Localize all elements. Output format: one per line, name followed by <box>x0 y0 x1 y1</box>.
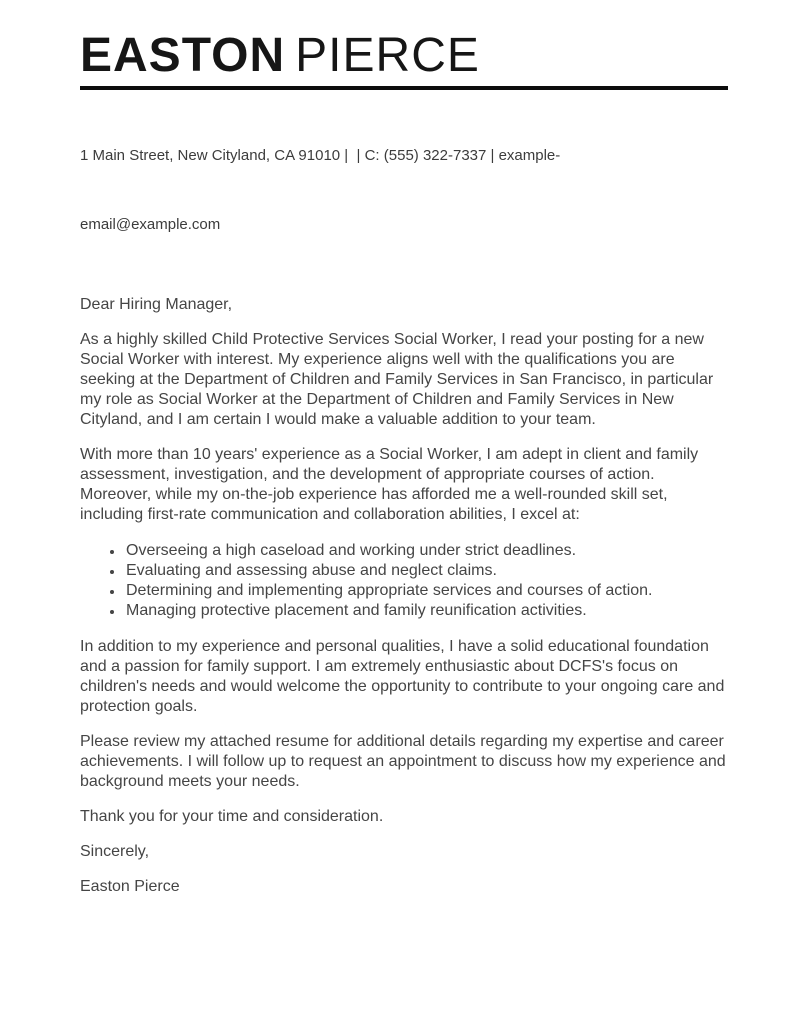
paragraph-education: In addition to my experience and personal qualities, I have a solid educational foundation and a passion for family support. I am extremely enthusiastic about DCFS's focus on children's needs and would welcome the opportunity to contribute to your ongoing care and protection goals. <box>80 638 725 715</box>
contact-line-2: email@example.com <box>80 216 221 233</box>
candidate-last-name: PIERCE <box>295 29 480 82</box>
skill-bullet-item: • Overseeing a high caseload and working under strict deadlines. <box>124 541 728 561</box>
candidate-name <box>80 30 728 82</box>
header-divider-rule <box>80 86 728 90</box>
contact-line-1: 1 Main Street, New Cityland, CA 91010 | | C: (555) 322-7337 | example- <box>80 147 561 164</box>
letter-header <box>80 30 728 282</box>
salutation: Dear Hiring Manager, <box>80 296 233 313</box>
skill-bullet-item: • Determining and implementing appropriate services and courses of action. <box>124 581 728 601</box>
skill-bullet-item: • Evaluating and assessing abuse and neglect claims. <box>124 561 728 581</box>
thanks-line: Thank you for your time and consideration. <box>80 808 384 825</box>
candidate-first-name: EASTON <box>80 29 286 82</box>
paragraph-intro: As a highly skilled Child Protective Services Social Worker, I read your posting for a new Social Worker with interest. My experience aligns well with the qualifications you are seeking at the Department of Children and Family Services in San Francisco, in particular my role as Social Worker at the Department of Children and Family Services in New Cityland, and I am certain I would make a valuable addition to your team. <box>80 331 714 428</box>
letter-body <box>80 295 728 897</box>
skill-bullet-item: • Managing protective placement and family reunification activities. <box>124 601 728 621</box>
paragraph-followup: Please review my attached resume for additional details regarding my expertise and career achievements. I will follow up to request an appointment to discuss how my experience and background meets your needs. <box>80 733 726 790</box>
skills-bullet-list <box>80 541 728 621</box>
paragraph-experience: With more than 10 years' experience as a Social Worker, I am adept in client and family assessment, investigation, and the development of appropriate courses of action. Moreover, while my on-the-job experience has afforded me a well-rounded skill set, including first-rate communication and collaboration abilities, I excel at: <box>80 446 699 523</box>
signature-name: Easton Pierce <box>80 878 180 895</box>
contact-info <box>80 98 728 282</box>
closing-line: Sincerely, <box>80 843 150 860</box>
